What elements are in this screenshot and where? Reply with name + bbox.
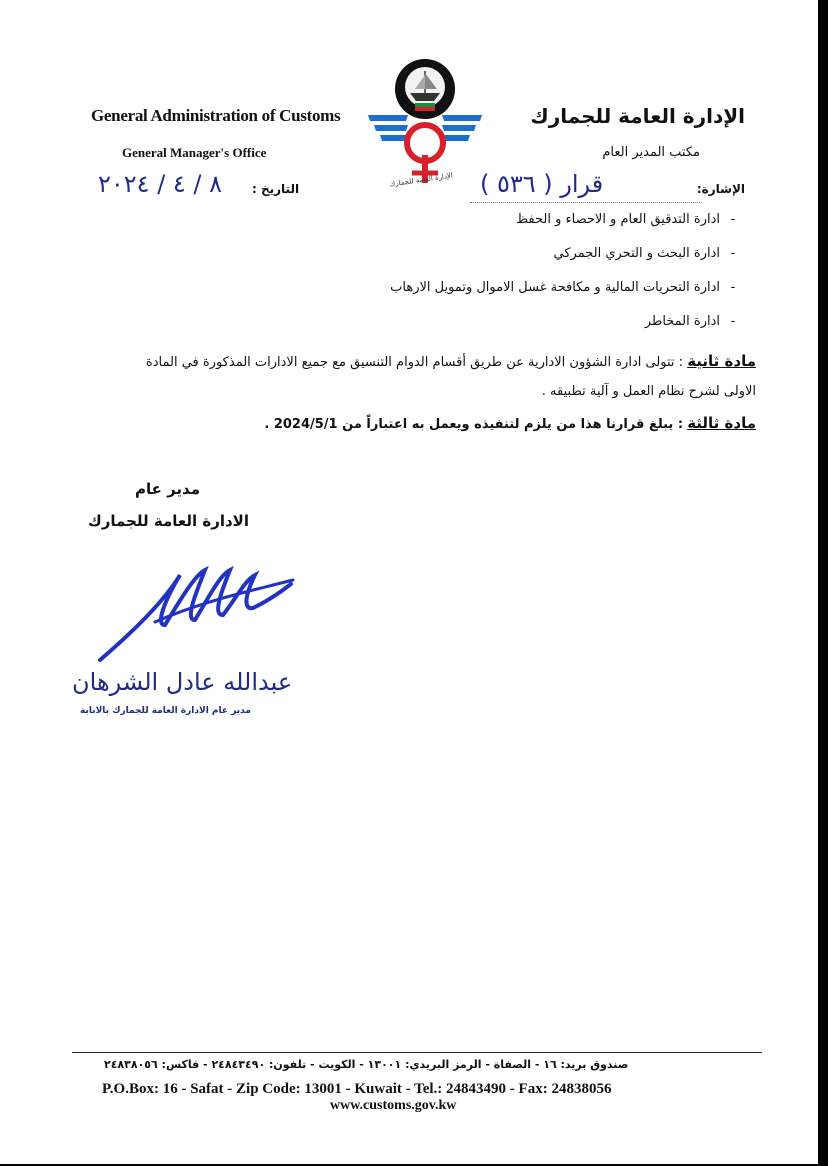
article-three-heading: مادة ثالثة [687, 414, 756, 432]
footer-address-en: P.O.Box: 16 - Safat - Zip Code: 13001 - Kuwait - Tel.: 24843490 - Fax: 24838056 [102, 1081, 612, 1097]
article-two-continuation: الاولى لشرح نظام العمل و آلية تطبيقه . [541, 384, 756, 399]
article-three-text: : يبلغ قرارنا هذا من يلزم لتنفيذه ويعمل به اعتباراً من 2024/5/1 . [264, 417, 684, 432]
footer-website: www.customs.gov.kw [330, 1098, 457, 1113]
logo-arc-text: الإدارة العامة للجمارك [388, 171, 454, 189]
date-value: ٨ / ٤ / ٢٠٢٤ [98, 170, 223, 198]
article-two-line1: : تتولى ادارة الشؤون الادارية عن طريق أقسام الدوام التنسيق مع جميع الادارات المذكورة في المادة [145, 355, 684, 370]
header-en-office: General Manager's Office [122, 145, 267, 160]
reference-value: قرار ( ٥٣٦ ) [480, 170, 604, 198]
reference-dotted-line [470, 202, 700, 203]
list-item: -ادارة البحث و التحري الجمركي [553, 246, 736, 261]
footer-address-ar: صندوق بريد: ١٦ - الصفاة - الرمز البريدي: ١٣٠٠١ - الكويت - تلفون: ٢٤٨٤٣٤٩٠ - فاكس: ٢٤٨٣٨٠٥٦ [104, 1058, 629, 1071]
article-three [264, 414, 756, 432]
list-item: -ادارة المخاطر [644, 314, 736, 329]
handwritten-signature [95, 560, 295, 670]
list-item: -ادارة التحريات المالية و مكافحة غسل الاموال وتمويل الارهاب [390, 280, 736, 295]
reference-label: الإشارة: [696, 182, 745, 196]
signatory-organization: الادارة العامة للجمارك [88, 512, 249, 530]
signatory-title: مدير عام [135, 480, 201, 498]
name-stamp-title: مدير عام الادارة العامة للجمارك بالانابة [80, 706, 251, 716]
header-ar-organization: الإدارة العامة للجمارك [530, 104, 745, 128]
footer-rule [72, 1052, 762, 1053]
list-item: -ادارة التدقيق العام و الاحصاء و الحفظ [516, 212, 736, 227]
department-list [390, 210, 746, 346]
article-two [146, 352, 756, 370]
header-ar-office: مكتب المدير العام [602, 145, 700, 160]
article-two-heading: مادة ثانية [687, 352, 756, 370]
header-en-organization: General Administration of Customs [91, 106, 341, 125]
date-label: التاريخ : [252, 182, 300, 196]
name-stamp: عبدالله عادل الشرهان [72, 668, 293, 696]
